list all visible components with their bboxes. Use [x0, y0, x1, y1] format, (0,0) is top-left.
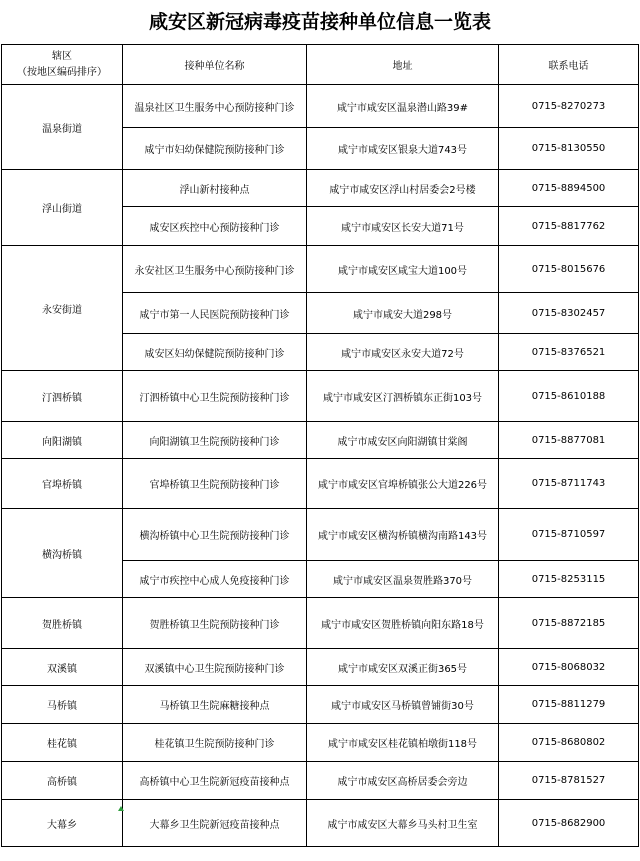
district-cell: 向阳湖镇 — [2, 422, 123, 459]
address-cell: 咸宁市咸安大道298号 — [307, 293, 499, 334]
phone-cell: 0715-8781527 — [499, 762, 639, 800]
header-district-note: （按地区编码排序） — [17, 66, 107, 78]
table-row — [2, 459, 639, 509]
address-cell: 咸宁市咸安区贺胜桥镇向阳东路18号 — [307, 598, 499, 649]
district-cell: 浮山街道 — [2, 170, 123, 246]
district-cell: 横沟桥镇 — [2, 509, 123, 598]
unit-cell: 浮山新村接种点 — [123, 170, 307, 207]
address-cell: 咸宁市咸安区温泉贺胜路370号 — [307, 561, 499, 598]
unit-cell: 官埠桥镇卫生院预防接种门诊 — [123, 459, 307, 509]
phone-cell: 0715-8015676 — [499, 246, 639, 293]
address-cell: 咸宁市咸安区咸宝大道100号 — [307, 246, 499, 293]
table-row — [2, 246, 639, 293]
unit-cell: 温泉社区卫生服务中心预防接种门诊 — [123, 85, 307, 128]
table-body — [2, 85, 639, 847]
unit-cell: 双溪镇中心卫生院预防接种门诊 — [123, 649, 307, 686]
district-cell: 双溪镇 — [2, 649, 123, 686]
address-cell: 咸宁市咸安区温泉潜山路39# — [307, 85, 499, 128]
table-header-row — [2, 45, 639, 85]
address-cell: 咸宁市咸安区双溪正街365号 — [307, 649, 499, 686]
address-cell: 咸宁市咸安区马桥镇曾铺街30号 — [307, 686, 499, 724]
header-address: 地址 — [307, 45, 499, 85]
district-cell: 桂花镇 — [2, 724, 123, 762]
table-row — [2, 800, 639, 847]
district-cell: 马桥镇 — [2, 686, 123, 724]
address-cell: 咸宁市咸安区横沟桥镇横沟南路143号 — [307, 509, 499, 561]
district-cell: 贺胜桥镇 — [2, 598, 123, 649]
address-cell: 咸宁市咸安区桂花镇柏墩街118号 — [307, 724, 499, 762]
unit-cell: 贺胜桥镇卫生院预防接种门诊 — [123, 598, 307, 649]
phone-cell: 0715-8894500 — [499, 170, 639, 207]
unit-cell: 高桥镇中心卫生院新冠疫苗接种点 — [123, 762, 307, 800]
unit-cell: 马桥镇卫生院麻糖接种点 — [123, 686, 307, 724]
phone-cell: 0715-8376521 — [499, 334, 639, 371]
unit-cell: 桂花镇卫生院预防接种门诊 — [123, 724, 307, 762]
address-cell: 咸宁市咸安区汀泗桥镇东正街103号 — [307, 371, 499, 422]
unit-cell: 咸宁市第一人民医院预防接种门诊 — [123, 293, 307, 334]
address-cell: 咸宁市咸安区官埠桥镇张公大道226号 — [307, 459, 499, 509]
table-row — [2, 85, 639, 128]
unit-cell: 永安社区卫生服务中心预防接种门诊 — [123, 246, 307, 293]
unit-cell: 咸宁市疾控中心成人免疫接种门诊 — [123, 561, 307, 598]
cell-comment-marker — [118, 806, 124, 811]
header-unit: 接种单位名称 — [123, 45, 307, 85]
phone-cell: 0715-8253115 — [499, 561, 639, 598]
phone-cell: 0715-8877081 — [499, 422, 639, 459]
unit-cell: 咸安区疾控中心预防接种门诊 — [123, 207, 307, 246]
vaccination-sites-table — [1, 44, 639, 847]
table-row — [2, 649, 639, 686]
address-cell: 咸宁市咸安区浮山村居委会2号楼 — [307, 170, 499, 207]
phone-cell: 0715-8302457 — [499, 293, 639, 334]
unit-cell: 向阳湖镇卫生院预防接种门诊 — [123, 422, 307, 459]
phone-cell: 0715-8817762 — [499, 207, 639, 246]
table-row — [2, 686, 639, 724]
phone-cell: 0715-8680802 — [499, 724, 639, 762]
district-cell: 大幕乡 — [2, 800, 123, 847]
district-cell: 官埠桥镇 — [2, 459, 123, 509]
phone-cell: 0715-8682900 — [499, 800, 639, 847]
table-row — [2, 422, 639, 459]
address-cell: 咸宁市咸安区长安大道71号 — [307, 207, 499, 246]
header-district — [2, 45, 123, 85]
phone-cell: 0715-8872185 — [499, 598, 639, 649]
table-row — [2, 371, 639, 422]
page-title: 咸安区新冠病毒疫苗接种单位信息一览表 — [148, 11, 491, 33]
table-row — [2, 170, 639, 207]
unit-cell: 咸宁市妇幼保健院预防接种门诊 — [123, 128, 307, 170]
address-cell: 咸宁市咸安区银泉大道743号 — [307, 128, 499, 170]
phone-cell: 0715-8068032 — [499, 649, 639, 686]
unit-cell: 咸安区妇幼保健院预防接种门诊 — [123, 334, 307, 371]
district-cell: 温泉街道 — [2, 85, 123, 170]
unit-cell: 汀泗桥镇中心卫生院预防接种门诊 — [123, 371, 307, 422]
table-row — [2, 509, 639, 561]
phone-cell: 0715-8130550 — [499, 128, 639, 170]
address-cell: 咸宁市咸安区高桥居委会旁边 — [307, 762, 499, 800]
district-cell: 汀泗桥镇 — [2, 371, 123, 422]
phone-cell: 0715-8710597 — [499, 509, 639, 561]
table-row — [2, 762, 639, 800]
header-phone: 联系电话 — [499, 45, 639, 85]
phone-cell: 0715-8711743 — [499, 459, 639, 509]
phone-cell: 0715-8811279 — [499, 686, 639, 724]
district-cell: 永安街道 — [2, 246, 123, 371]
phone-cell: 0715-8610188 — [499, 371, 639, 422]
address-cell: 咸宁市咸安区向阳湖镇甘棠阁 — [307, 422, 499, 459]
unit-cell: 大幕乡卫生院新冠疫苗接种点 — [123, 800, 307, 847]
address-cell: 咸宁市咸安区大幕乡马头村卫生室 — [307, 800, 499, 847]
address-cell: 咸宁市咸安区永安大道72号 — [307, 334, 499, 371]
unit-cell: 横沟桥镇中心卫生院预防接种门诊 — [123, 509, 307, 561]
table-row — [2, 724, 639, 762]
header-district-label: 辖区 — [52, 50, 72, 62]
district-cell: 高桥镇 — [2, 762, 123, 800]
table-row — [2, 598, 639, 649]
phone-cell: 0715-8270273 — [499, 85, 639, 128]
